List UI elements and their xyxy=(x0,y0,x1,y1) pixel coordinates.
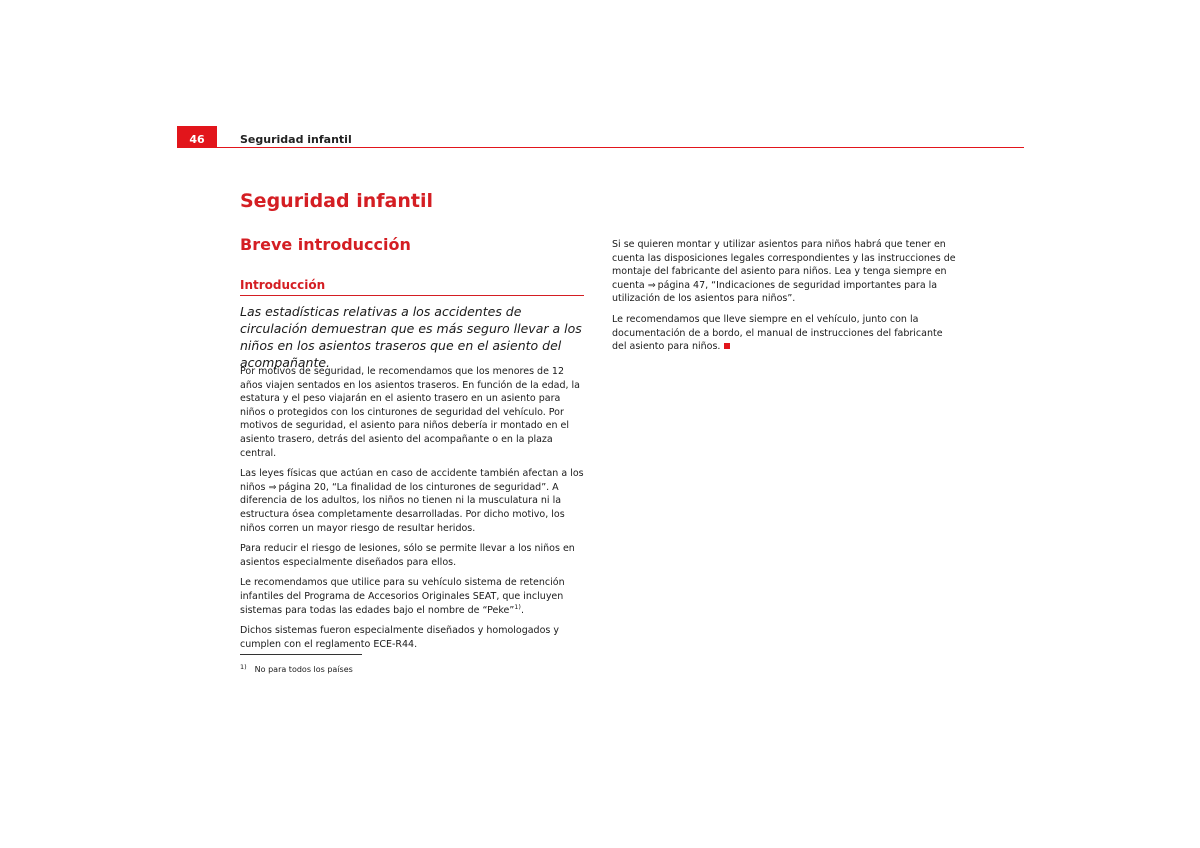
right-paragraph-1 xyxy=(612,238,957,306)
body-paragraph-4-text: Le recomendamos que utilice para su vehículo sistema de retención infantiles del Programa de Accesorios Originales SEAT, que incluyen sistemas para todas las edades bajo el nombre de “Peke” xyxy=(240,577,565,616)
body-paragraph-4 xyxy=(240,576,585,617)
section-divider xyxy=(240,295,584,296)
body-paragraph-5: Dichos sistemas fueron especialmente diseñados y homologados y cumplen con el reglamento ECE-R44. xyxy=(240,625,559,650)
body-paragraph-4-end: . xyxy=(520,604,524,616)
footnote-reference[interactable]: 1) xyxy=(514,602,521,611)
end-of-section-square-icon xyxy=(724,343,730,349)
page-title: Seguridad infantil xyxy=(240,190,433,212)
right-paragraph-2 xyxy=(612,313,957,354)
right-paragraph-2-text: Le recomendamos que lleve siempre en el vehículo, junto con la documentación de a bordo, el manual de instrucciones del fabricante del asiento para niños. xyxy=(612,313,943,353)
section-heading: Introducción xyxy=(240,278,326,292)
chapter-subtitle: Breve introducción xyxy=(240,235,411,254)
body-paragraph-3: Para reducir el riesgo de lesiones, sólo se permite llevar a los niños en asientos especialmente diseñados para ellos. xyxy=(240,543,575,568)
footnote-text: No para todos los países xyxy=(254,665,353,674)
body-paragraph-2-text-a: Las leyes físicas que actúan en caso de accidente también afectan a los niños xyxy=(240,468,584,493)
running-header-title: Seguridad infantil xyxy=(240,133,352,146)
footnote-mark: 1) xyxy=(240,663,247,671)
page-number: 46 xyxy=(177,126,217,148)
body-paragraph-1: Por motivos de seguridad, le recomendamos que los menores de 12 años viajen sentados en los asientos traseros. En función de la edad, la estatura y el peso viajarán en el asiento trasero en un asiento para niños o protegidos con los cinturones de seguridad del vehículo. Por motivos de seguridad, el asiento para niños debería ir montado en el asiento trasero, detrás del asiento del acompañante o en la plaza central. xyxy=(240,366,580,459)
footnote xyxy=(240,663,353,674)
cross-reference-link-2[interactable]: página 47, “Indicaciones de seguridad importantes para la utilización de los asientos para niños”. xyxy=(612,279,938,305)
cross-reference-arrow-icon: ⇒ xyxy=(647,279,656,291)
body-paragraph-2 xyxy=(240,467,585,535)
right-column xyxy=(612,238,957,361)
cross-reference-arrow-icon: ⇒ xyxy=(268,481,277,493)
right-paragraph-1-text-a: Si se quieren montar y utilizar asientos para niños habrá que tener en cuenta las disposiciones legales correspondientes y las instrucciones de montaje del fabricante del asiento para niños. Lea y tenga siempre en cuenta xyxy=(612,239,956,291)
cross-reference-link[interactable]: página 20, “La finalidad de los cinturones de seguridad”. A diferencia de los adultos, los niños no tienen ni la musculatura ni la estructura ósea completamente desarrolladas. Por dicho motivo, los niños corren un mayor riesgo de resultar heridos. xyxy=(240,481,565,534)
header-divider xyxy=(177,147,1024,148)
footnote-divider xyxy=(240,654,362,655)
left-column xyxy=(240,365,585,658)
lead-paragraph: Las estadísticas relativas a los accidentes de circulación demuestran que es más seguro llevar a los niños en los asientos traseros que en el asiento del acompañante. xyxy=(240,304,582,370)
